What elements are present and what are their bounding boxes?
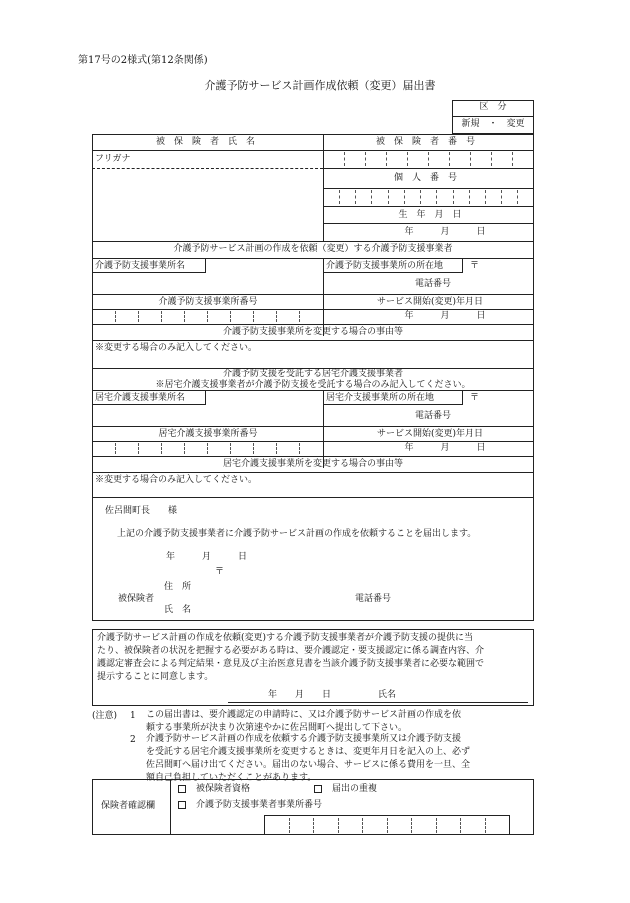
home-care-office-name-label: 居宅介護支援事業所名 <box>95 393 186 403</box>
home-care-start-date-label: サービス開始(変更)年月日 <box>376 429 484 439</box>
declaration-phone-label: 電話番号 <box>355 594 392 604</box>
note-line: 額自己負担していただくことがあります。 <box>146 773 317 783</box>
declaration-statement: 上記の介護予防支援事業者に介護予防サービス計画の作成を依頼することを届出します。 <box>117 529 477 539</box>
prevention-reason-label: 介護予防支援事業所を変更する場合の事由等 <box>222 327 404 337</box>
note-line: 介護予防サービス計画の作成を依頼する介護予防支援事業所又は介護予防支援 <box>146 734 462 744</box>
consent-line: 提示することに同意します。 <box>97 672 214 682</box>
prevention-office-number-cells[interactable] <box>92 309 323 324</box>
check-insured-status-checkbox[interactable] <box>178 785 186 793</box>
prevention-start-date-value[interactable]: 年 月 日 <box>404 311 486 321</box>
personal-number-label: 個人番号 <box>393 173 467 183</box>
furigana-label: フリガナ <box>95 154 131 164</box>
check-office-number-checkbox[interactable] <box>178 801 186 809</box>
note-number: 1 <box>130 711 136 721</box>
insured-name-field[interactable] <box>95 170 320 238</box>
category-options[interactable]: 新規 ・ 変更 <box>461 119 525 129</box>
applicant-label: 被保険者 <box>118 594 155 604</box>
declaration-address-label: 住 所 <box>164 582 192 592</box>
form-number: 第17号の2様式(第12条関係) <box>78 55 208 66</box>
prevention-office-name-label: 介護予防支援事業所名 <box>95 261 186 271</box>
home-care-section-title: 介護予防支援を受託する居宅介護支援事業者 <box>222 369 404 379</box>
declaration-postal-mark: 〒 <box>215 567 225 577</box>
check-duplicate-checkbox[interactable] <box>314 785 322 793</box>
prevention-section-title: 介護予防サービス計画の作成を依頼（変更）する介護予防支援事業者 <box>173 244 453 254</box>
personal-number-cells[interactable] <box>323 188 534 206</box>
prevention-reason-note: ※変更する場合のみ記入してください。 <box>95 343 258 353</box>
home-care-reason-label: 居宅介護支援事業所を変更する場合の事由等 <box>222 459 404 469</box>
home-care-postal-mark: 〒 <box>470 393 480 403</box>
insured-number-label: 被保険者番号 <box>375 137 485 147</box>
home-care-office-number-label: 居宅介護支援事業所番号 <box>158 429 258 439</box>
note-line: 佐呂間町へ届け出てください。届出のない場合、サービスに係る費用を一旦、全 <box>146 760 471 770</box>
prevention-reason-field[interactable] <box>95 355 530 367</box>
prevention-office-address-label: 介護予防支援事業所の所在地 <box>326 261 444 271</box>
birthdate-label: 生 年 月 日 <box>398 210 462 220</box>
form-title: 介護予防サービス計画作成依頼（変更）届出書 <box>204 79 436 92</box>
home-care-section-note: ※居宅介護支援事業者が介護予防支援を受託する場合のみ記入してください。 <box>155 380 471 390</box>
verification-office-number-cells[interactable] <box>264 815 510 835</box>
check-insured-status-label: 被保険者資格 <box>196 784 251 794</box>
category-label: 区 分 <box>479 102 507 112</box>
consent-name-label: 氏名 <box>378 690 397 700</box>
check-duplicate-label: 届出の重複 <box>332 784 378 794</box>
note-line: 頼する事業所が決まり次第速やかに佐呂間町へ提出して下さい。 <box>146 723 408 733</box>
consent-line: 介護予防サービス計画の作成を依頼(変更)する介護予防支援事業者が介護予防支援の提供に当 <box>97 633 474 643</box>
declaration-date[interactable]: 年 月 日 <box>166 552 248 562</box>
prevention-office-number-label: 介護予防支援事業所番号 <box>158 297 258 307</box>
check-office-number-label: 介護予防支援事業者事業所番号 <box>196 800 323 810</box>
notes-label: (注意) <box>92 711 118 721</box>
consent-line: 護認定審査会による判定結果・意見及び主治医意見書を当該介護予防支援事業者に必要な範囲で <box>97 659 485 669</box>
home-care-start-date-value[interactable]: 年 月 日 <box>404 443 486 453</box>
addressee: 佐呂間町長 様 <box>105 506 178 516</box>
birthdate-value[interactable]: 年 月 日 <box>404 227 486 237</box>
prevention-phone-label: 電話番号 <box>415 279 452 289</box>
note-line: を受託する居宅介護支援事業所を変更するときは、変更年月日を記入の上、必ず <box>146 747 471 757</box>
consent-line: たり、被保険者の状況を把握する必要がある時は、要介護認定・要支援認定に係る調査内容、介 <box>97 646 485 656</box>
declaration-name-label: 氏 名 <box>164 605 192 615</box>
home-care-reason-note: ※変更する場合のみ記入してください。 <box>95 475 258 485</box>
insured-name-label: 被保険者氏名 <box>155 137 265 147</box>
home-care-reason-field[interactable] <box>95 487 530 497</box>
verification-label: 保険者確認欄 <box>101 801 156 811</box>
prevention-start-date-label: サービス開始(変更)年月日 <box>376 297 484 307</box>
consent-date[interactable]: 年 月 日 <box>268 690 332 700</box>
insured-number-cells[interactable] <box>323 150 534 168</box>
home-care-office-number-cells[interactable] <box>92 441 323 456</box>
prevention-postal-mark: 〒 <box>470 261 480 271</box>
note-number: 2 <box>130 735 136 745</box>
note-line: この届出書は、要介護認定の申請時に、又は介護予防サービス計画の作成を依 <box>146 710 462 720</box>
home-care-office-address-label: 居宅介支援事業所の所在地 <box>326 393 435 403</box>
home-care-phone-label: 電話番号 <box>415 411 452 421</box>
